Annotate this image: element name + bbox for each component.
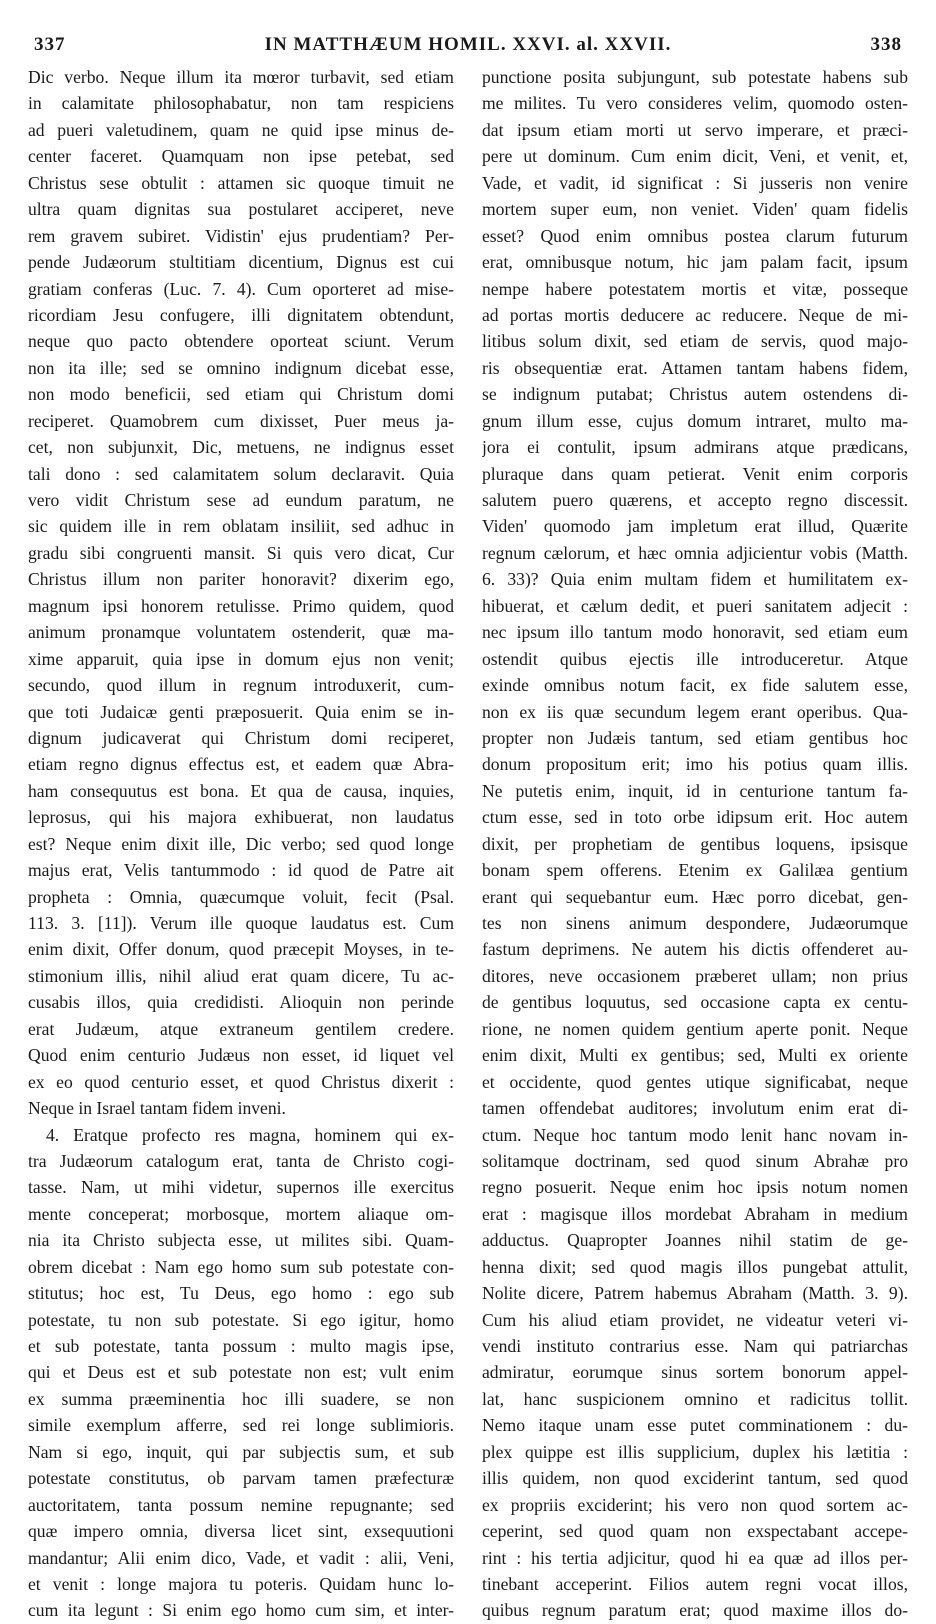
text-line: ex eo quod centurio esset, et quod Christus dixerit : — [28, 1071, 454, 1092]
text-line: ctum esse, sed in toto orbe idipsum erit. Hoc autem — [482, 807, 908, 828]
text-line: est? Neque enim dixit ille, Dic verbo; sed quod longe — [28, 833, 454, 854]
text-line: plex quippe est illis supplicium, duplex his lætitia : — [482, 1441, 908, 1462]
text-line: exinde omnibus notum facit, ex fide salutem esse, — [482, 675, 908, 696]
text-line: Vade, et vadit, id significat : Si jusseris non venire — [482, 172, 908, 193]
text-line: mente conceperat; morbosque, mortem aliaque om- — [28, 1203, 454, 1224]
text-line: gnum illum esse, cujus domum intraret, multo ma- — [482, 410, 908, 431]
text-line: erat Judæum, atque extraneum gentilem credere. — [28, 1018, 454, 1039]
page-number-right: 338 — [870, 34, 902, 55]
text-line: adductus. Quapropter Joannes nihil statim de ge- — [482, 1230, 908, 1251]
text-line: esset? Quod enim omnibus postea clarum futurum — [482, 225, 908, 246]
text-line: quæ impero omnia, diversa licet sint, exsequutioni — [28, 1521, 454, 1542]
text-line: ditores, neve occasionem præberet ullam; non prius — [482, 965, 908, 986]
text-line: stimonium illis, nihil aliud erat quam dicere, Tu ac- — [28, 965, 454, 986]
text-line: majus erat, Velis tantummodo : id quod de Patre ait — [28, 860, 454, 881]
text-line: Neque in Israel tantam fidem inveni. — [28, 1098, 286, 1119]
text-line: rione, ne nomen quidem gentium aperte ponit. Neque — [482, 1018, 908, 1039]
text-line: Ne putetis enim, inquit, id in centurione tantum fa- — [482, 780, 908, 801]
text-line: simile exemplum afferre, sed rei longe sublimioris. — [28, 1415, 454, 1436]
right-text-column — [482, 64, 908, 1624]
text-line: Christus sese obtulit : attamen sic quoque timuit ne — [28, 172, 454, 193]
text-line: ad pueri valetudinem, quam ne quid ipse minus de- — [28, 119, 454, 140]
text-line: Nemo itaque unam esse putet comminationem : du- — [482, 1415, 908, 1436]
text-line: dignum judicaverat qui Christum domi reciperet, — [28, 727, 454, 748]
text-line: Cum his aliud etiam providet, ne videatur veteri vi- — [482, 1309, 908, 1330]
text-line: de gentibus loquutus, sed occasione capta ex centu- — [482, 992, 908, 1013]
text-line: stitutus; hoc est, Tu Deus, ego homo : ego sub — [28, 1283, 454, 1304]
text-line: vero vidit Christum sese ad eundum paratum, ne — [28, 490, 454, 510]
text-line: potestate, tu non sub potestate. Si ego igitur, homo — [28, 1309, 454, 1330]
text-line: hibuerat, et cælum dedit, et pueri sanitatem adjecit : — [482, 595, 908, 616]
text-line: potestate constitutus, ob parvam tamen præfecturæ — [28, 1468, 454, 1489]
text-line: ostendit quibus ejectis ille introduceretur. Atque — [482, 648, 908, 669]
text-line: henna dixit; sed quod magis illos pungebat attulit, — [482, 1256, 908, 1277]
text-line: ex propriis exciderint; his vero non quod sortem ac- — [482, 1494, 908, 1515]
text-line: pluraque dans quam petierat. Venit enim corporis — [482, 463, 908, 484]
text-line: nia ita Christo subjecta esse, ut milites sibi. Quam- — [28, 1230, 454, 1251]
text-line: non modo beneficii, sed etiam qui Christum domi — [28, 384, 454, 405]
text-line: ham consequutus est bona. Et qua de causa, inquies, — [28, 780, 454, 801]
text-line: regno posuerit. Neque enim hoc ipsis notum nomen — [482, 1177, 908, 1198]
text-line: gratiam conferas (Luc. 7. 4). Cum oporteret ad mise- — [28, 278, 454, 299]
text-line: mortem super eum, non veniet. Viden' quam fidelis — [482, 199, 908, 220]
text-line: pende Judæorum stultitiam dicentium, Dignus est cui — [28, 252, 454, 273]
text-line: propter non Judæis tantum, sed etiam gentibus hoc — [482, 727, 908, 748]
text-line: ultra quam dignitas sua postularet acciperet, neve — [28, 199, 454, 220]
text-line: fastum deprimens. Ne autem his dictis offenderet au- — [482, 939, 908, 960]
text-line: solitamque doctrinam, sed quod sinum Abrahæ pro — [482, 1150, 908, 1171]
text-line: animum pronamque voluntatem ostenderit, quæ ma- — [28, 622, 454, 643]
text-line: pere ut dominum. Cum enim dicit, Veni, et venit, et, — [482, 146, 908, 167]
text-line: propheta : Omnia, quæcumque voluit, fecit (Psal. — [28, 886, 454, 907]
text-line: ad portas mortis deducere ac reducere. Neque de mi- — [482, 304, 908, 325]
text-line: vendi instituto contrarius esse. Nam qui patriarchas — [482, 1336, 908, 1356]
text-line: mandantur; Alii enim dico, Vade, et vadit : alii, Veni, — [28, 1547, 454, 1568]
text-line: ctum. Neque hoc tantum modo lenit hanc novam in- — [482, 1124, 908, 1145]
text-line: punctione posita subjungunt, sub potestate habens sub — [482, 67, 908, 87]
text-line: obrem dicebat : Nam ego homo sum sub potestate con- — [28, 1256, 454, 1277]
text-line: illis quidem, non quod exciderint tantum, sed quod — [482, 1468, 908, 1489]
text-line: reciperet. Quamobrem cum dixisset, Puer meus ja- — [28, 410, 454, 431]
text-line: tali dono : sed calamitatem solum declaravit. Quia — [28, 463, 454, 484]
running-header — [28, 34, 908, 64]
text-line: bonam spem offerens. Etenim ex Galilæa gentium — [482, 860, 908, 881]
text-line: 4. Eratque profecto res magna, hominem qui ex- — [46, 1124, 454, 1145]
text-line: ricordiam Jesu confugere, illi dignitatem obtendunt, — [28, 304, 454, 325]
text-line: ceperint, sed quod quam non exspectabant accepe- — [482, 1521, 908, 1542]
text-line: dixit, per prophetiam de gentibus loquens, ipsisque — [482, 833, 908, 854]
text-line: dat ipsum etiam morti ut servo imperare, et præci- — [482, 119, 908, 140]
page-number-left: 337 — [34, 34, 66, 55]
text-line: Nolite dicere, Patrem habemus Abraham (Matth. 3. 9). — [482, 1283, 908, 1304]
text-line: tasse. Nam, ut mihi videtur, supernos ille exercitus — [28, 1177, 454, 1198]
text-line: nempe habere potestatem mortis et vitæ, posseque — [482, 278, 908, 299]
text-line: tamen offendebat auditores; involutum enim erat di- — [482, 1098, 908, 1119]
text-line: nec ipsum illo tantum modo honoravit, sed etiam eum — [482, 622, 908, 643]
text-line: enim dixit, Offer donum, quod præcepit Moyses, in te- — [28, 939, 454, 960]
text-line: regnum cælorum, et hæc omnia adjicientur vobis (Matth. — [482, 542, 908, 563]
text-line: Christus illum non pariter honoravit? dixerim ego, — [28, 569, 454, 590]
text-line: Nam si ego, inquit, qui par subjectis sum, et sub — [28, 1441, 454, 1462]
text-line: cum ita legunt : Si enim ego homo cum sim, et inter- — [28, 1600, 454, 1621]
text-line: jora ei contulit, ipsum admirans atque prædicans, — [482, 437, 908, 458]
text-line: tes non sinens animum despondere, Judæorumque — [482, 913, 908, 933]
text-line: 113. 3. [11]). Verum ille quoque laudatus est. Cum — [28, 913, 454, 933]
text-line: rem gravem subiret. Vidistin' ejus prudentiam? Per- — [28, 225, 454, 246]
text-line: secundo, quod illum in regnum introduxerit, cum- — [28, 675, 454, 696]
text-line: cet, non subjunxit, Dic, metuens, ne indignus esset — [28, 437, 454, 458]
text-line: center faceret. Quamquam non ipse petebat, sed — [28, 146, 454, 167]
text-line: admiratur, eorumque sinus sortem bonorum appel- — [482, 1362, 908, 1383]
text-line: non ita ille; sed se omnino indignum dicebat esse, — [28, 357, 454, 378]
text-line: ris obsequentiæ erat. Attamen tantam habens fidem, — [482, 357, 908, 378]
text-line: enim dixit, Multi ex gentibus; sed, Multi ex oriente — [482, 1045, 908, 1066]
text-line: auctoritatem, tanta possum nemine repugnante; sed — [28, 1494, 454, 1515]
text-line: neque quo pacto obtendere oporteat sciunt. Verum — [28, 331, 454, 352]
text-line: non ex iis quæ secundum legem erant operibus. Qua- — [482, 701, 908, 722]
text-line: gradu sibi congruenti mansit. Si quis vero dicat, Cur — [28, 542, 454, 563]
text-line: me milites. Tu vero consideres velim, quomodo osten- — [482, 93, 908, 114]
text-line: qui et Deus est et sub potestate non est; vult enim — [28, 1362, 454, 1383]
text-line: et occidente, quod gentes utique significabat, neque — [482, 1071, 908, 1092]
text-line: que toti Judaicæ genti præposuerit. Quia enim se in- — [28, 701, 454, 722]
text-line: quibus regnum paratum erat; quod maxime illos do- — [482, 1600, 908, 1621]
text-line: tra Judæorum catalogum erat, tanta de Christo cogi- — [28, 1150, 454, 1171]
text-line: erat, omnibusque notum, hic jam palam facit, ipsum — [482, 252, 908, 273]
text-line: et sub potestate, tanta possum : multo magis ipse, — [28, 1336, 454, 1356]
text-line: xime apparuit, quia ipse in domum ejus non venit; — [28, 648, 454, 669]
text-line: donum propositum erit; imo his potius quam illis. — [482, 754, 908, 775]
text-line: et venit : longe majora tu poteris. Quidam hunc lo- — [28, 1573, 454, 1594]
text-line: litibus solum dixit, sed etiam de servis, quod majo- — [482, 331, 908, 352]
text-line: salutem puero quærens, et accepto regno discessit. — [482, 490, 908, 510]
text-line: etiam regno dignus effectus est, et eadem quæ Abra- — [28, 754, 454, 775]
text-line: Quod enim centurio Judæus non esset, id liquet vel — [28, 1045, 454, 1066]
text-line: cusabis illos, quia credidisti. Alioquin non perinde — [28, 992, 454, 1013]
text-line: sic quidem ille in rem oblatam insiliit, sed adhuc in — [28, 516, 454, 537]
text-line: Dic verbo. Neque illum ita mœror turbavit, sed etiam — [28, 67, 454, 87]
text-line: lat, hanc suspicionem omnino et radicitus tollit. — [482, 1388, 908, 1409]
text-line: 6. 33)? Quia enim multam fidem et humilitatem ex- — [482, 569, 908, 590]
running-title: IN MATTHÆUM HOMIL. XXVI. al. XXVII. — [264, 34, 672, 55]
text-line: rint : his tertia adjicitur, quod hi ea quæ ad illos per- — [482, 1547, 908, 1568]
text-line: erat : magisque illos mordebat Abraham in medium — [482, 1203, 908, 1224]
text-line: se indignum putabat; Christus autem ostendens di- — [482, 384, 908, 405]
text-line: Viden' quomodo jam impletum erat illud, Quærite — [482, 516, 908, 537]
text-line: leprosus, qui his majora exhibuerat, non laudatus — [28, 807, 454, 828]
text-line: in calamitate philosophabatur, non tam respiciens — [28, 93, 454, 114]
text-line: ex summa præeminentia hoc illi suadere, se non — [28, 1388, 454, 1409]
text-line: magnum ipsi honorem retulisse. Primo quidem, quod — [28, 595, 454, 616]
text-line: erant qui sequebantur eum. Hæc porro dicebat, gen- — [482, 886, 908, 907]
left-text-column — [28, 64, 454, 1624]
text-line: tinebant acceperint. Filios autem regni vocat illos, — [482, 1573, 908, 1594]
